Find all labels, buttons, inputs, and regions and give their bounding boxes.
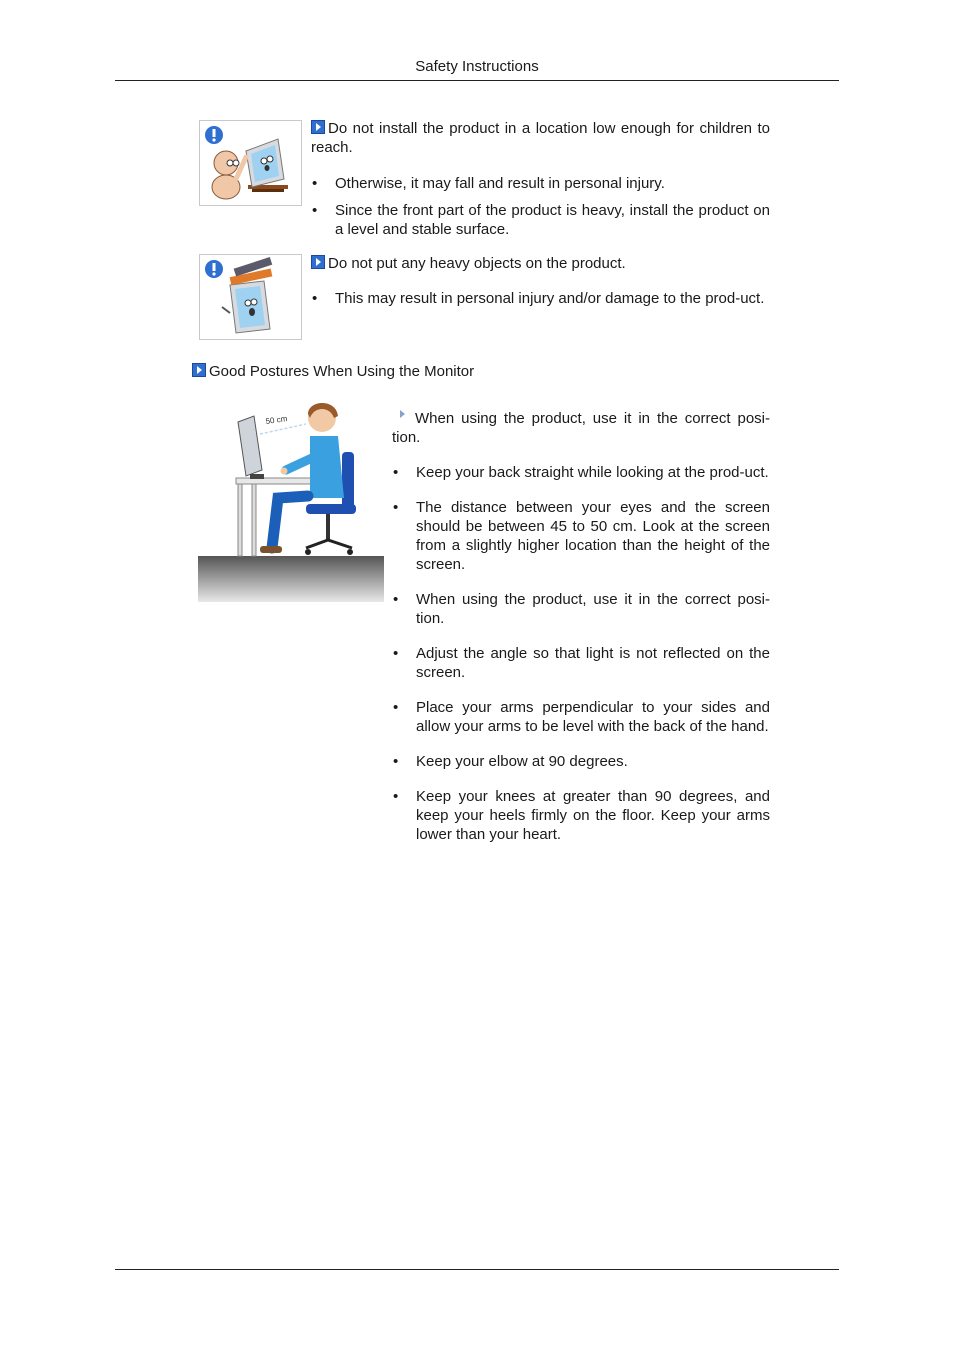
- list-item: • Keep your knees at greater than 90 degrees, and keep your heels firmly on the floor. Keep your arms lower than your heart.: [392, 787, 770, 844]
- list-item: • Adjust the angle so that light is not reflected on the screen.: [392, 644, 770, 682]
- list-item: • Keep your elbow at 90 degrees.: [392, 752, 770, 771]
- heavy-objects-warning-text: [311, 254, 770, 273]
- list-item: • Since the front part of the product is heavy, install the product on a level and stable surface.: [311, 201, 770, 239]
- distance-label: 50 cm: [265, 414, 288, 426]
- blue-arrow-bullet-icon: [311, 255, 325, 269]
- children-warning-text: [311, 119, 770, 157]
- list-item: • This may result in personal injury and/or damage to the prod-uct.: [311, 289, 770, 308]
- list-item: • The distance between your eyes and the screen should be between 45 to 50 cm. Look at the screen from a slightly higher location than the height of the screen.: [392, 498, 770, 574]
- header-rule: [115, 80, 839, 81]
- heavy-objects-illustration: [199, 254, 302, 340]
- child-monitor-illustration: [199, 120, 302, 206]
- small-arrow-icon: [400, 410, 405, 418]
- children-warning-lead: Do not install the product in a location low enough for children to reach.: [311, 120, 770, 156]
- section-title: [192, 363, 474, 380]
- list-item: • Otherwise, it may fall and result in personal injury.: [311, 174, 770, 193]
- posture-lead: When using the product, use it in the correct posi-tion.: [392, 410, 770, 446]
- list-item: • Keep your back straight while looking at the prod-uct.: [392, 463, 770, 482]
- footer-rule: [115, 1269, 839, 1270]
- list-item: • When using the product, use it in the correct posi-tion.: [392, 590, 770, 628]
- list-item: • Place your arms perpendicular to your sides and allow your arms to be level with the back of the hand.: [392, 698, 770, 736]
- blue-arrow-bullet-icon: [311, 120, 325, 134]
- page-header-title: Safety Instructions: [415, 58, 539, 75]
- posture-lead-text: [392, 409, 770, 447]
- posture-illustration: [198, 398, 384, 602]
- heavy-objects-lead: Do not put any heavy objects on the product.: [328, 255, 626, 272]
- blue-arrow-bullet-icon: [192, 363, 206, 377]
- posture-section-title: Good Postures When Using the Monitor: [209, 363, 475, 380]
